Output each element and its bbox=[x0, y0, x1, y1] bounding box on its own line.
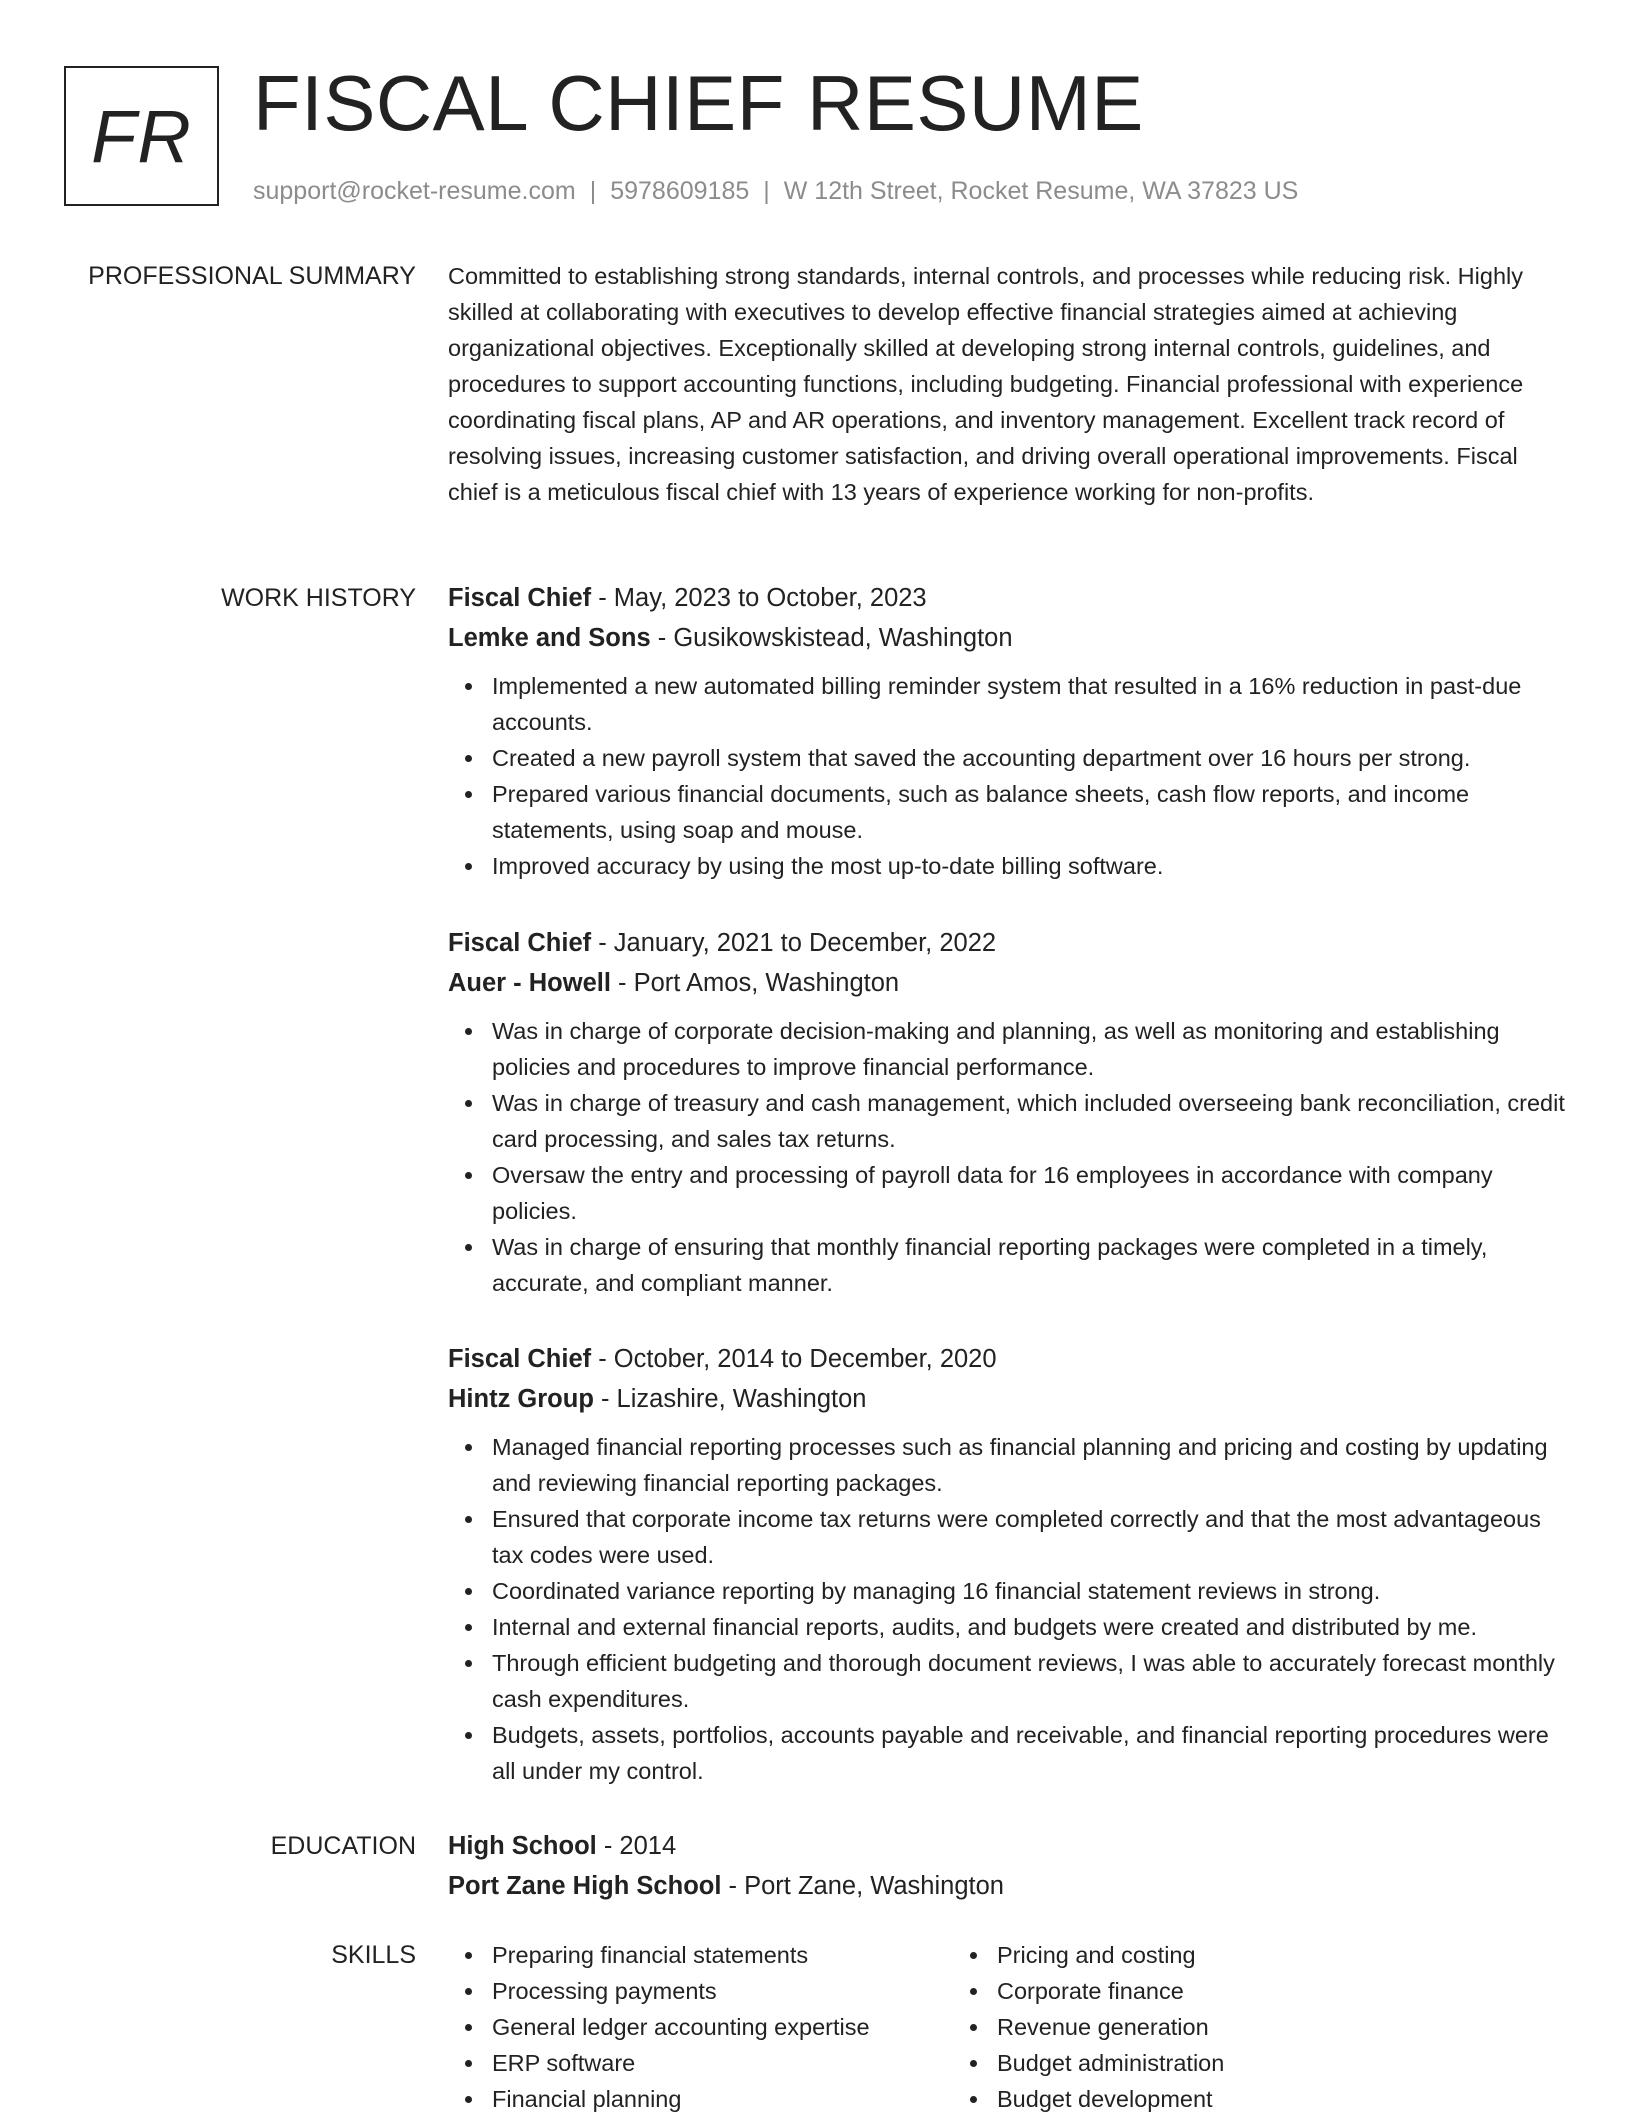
skills-columns bbox=[448, 1937, 1566, 2117]
skill-item: Pricing and costing bbox=[997, 1937, 1458, 1973]
job-bullet: Improved accuracy by using the most up-to-date billing software. bbox=[492, 848, 1566, 884]
education-year: - 2014 bbox=[596, 1832, 677, 1860]
monogram-initials: FR bbox=[91, 94, 192, 178]
job-bullet: Through efficient budgeting and thorough document reviews, I was able to accurately forecast monthly cash expenditures. bbox=[492, 1645, 1566, 1717]
job-bullet: Internal and external financial reports, audits, and budgets were created and distributed by me. bbox=[492, 1609, 1566, 1645]
skills-block bbox=[448, 1937, 1566, 2117]
job-bullet: Oversaw the entry and processing of payroll data for 16 employees in accordance with company policies. bbox=[492, 1157, 1566, 1229]
job-company-line bbox=[448, 963, 1566, 1003]
job-entry bbox=[448, 578, 1566, 884]
contact-phone: 5978609185 bbox=[610, 177, 750, 205]
job-title-line bbox=[448, 1339, 1566, 1379]
skills-list-right bbox=[953, 1937, 1458, 2117]
job-entry bbox=[448, 923, 1566, 1301]
job-company-line bbox=[448, 1379, 1566, 1419]
skill-item: Financial planning bbox=[492, 2081, 953, 2117]
skill-item: Preparing financial statements bbox=[492, 1937, 953, 1973]
skill-item: Revenue generation bbox=[997, 2009, 1458, 2045]
job-title: Fiscal Chief bbox=[448, 584, 592, 612]
education-entry bbox=[448, 1826, 1566, 1906]
education-location: - Port Zane, Washington bbox=[721, 1872, 1004, 1900]
job-bullet: Was in charge of ensuring that monthly financial reporting packages were completed in a timely, accurate, and compliant manner. bbox=[492, 1229, 1566, 1301]
section-label-skills: SKILLS bbox=[331, 1941, 416, 1969]
skills-list-left bbox=[448, 1937, 953, 2117]
contact-line bbox=[253, 174, 1298, 208]
job-bullet: Prepared various financial documents, such as balance sheets, cash flow reports, and income statements, using soap and mouse. bbox=[492, 776, 1566, 848]
job-location: - Gusikowskistead, Washington bbox=[650, 624, 1013, 652]
contact-separator: | bbox=[763, 177, 770, 205]
resume-title: FISCAL CHIEF RESUME bbox=[253, 59, 1144, 147]
skill-item: Budget development bbox=[997, 2081, 1458, 2117]
job-bullet: Budgets, assets, portfolios, accounts payable and receivable, and financial reporting procedures were all under my control. bbox=[492, 1717, 1566, 1789]
skill-item: General ledger accounting expertise bbox=[492, 2009, 953, 2045]
section-label-summary: PROFESSIONAL SUMMARY bbox=[88, 262, 416, 290]
contact-separator: | bbox=[589, 177, 597, 205]
job-title: Fiscal Chief bbox=[448, 1345, 592, 1373]
job-company: Auer - Howell bbox=[448, 969, 611, 997]
job-dates: - May, 2023 to October, 2023 bbox=[591, 584, 927, 612]
job-bullet: Was in charge of corporate decision-making and planning, as well as monitoring and establishing policies and procedures to improve financial performance. bbox=[492, 1013, 1566, 1085]
skill-item: Processing payments bbox=[492, 1973, 953, 2009]
summary-text: Committed to establishing strong standards, internal controls, and processes while reducing risk. Highly skilled at collaborating with executives to develop effective financial strategies aimed at achieving organizational objectives. Exceptionally skilled at developing strong internal controls, guidelines, and procedures to support accounting functions, including budgeting. Financial professional with experience coordinating fiscal plans, AP and AR operations, and inventory management. Excellent track record of resolving issues, increasing customer satisfaction, and driving overall operational improvements. Fiscal chief is a meticulous fiscal chief with 13 years of experience working for non-profits. bbox=[448, 263, 1524, 505]
education-school-line bbox=[448, 1866, 1566, 1906]
job-location: - Lizashire, Washington bbox=[593, 1385, 867, 1413]
job-bullet: Managed financial reporting processes such as financial planning and pricing and costing by updating and reviewing financial reporting packages. bbox=[492, 1429, 1566, 1501]
job-dates: - January, 2021 to December, 2022 bbox=[591, 929, 997, 957]
job-dates: - October, 2014 to December, 2020 bbox=[591, 1345, 997, 1373]
education-degree-line bbox=[448, 1826, 1566, 1866]
section-label-work-history: WORK HISTORY bbox=[221, 584, 416, 612]
job-bullets bbox=[448, 668, 1566, 884]
monogram-badge bbox=[64, 66, 219, 206]
job-bullet: Was in charge of treasury and cash management, which included overseeing bank reconciliation, credit card processing, and sales tax returns. bbox=[492, 1085, 1566, 1157]
job-bullets bbox=[448, 1013, 1566, 1301]
job-company: Hintz Group bbox=[448, 1385, 594, 1413]
contact-address: W 12th Street, Rocket Resume, WA 37823 US bbox=[783, 177, 1299, 205]
job-title: Fiscal Chief bbox=[448, 929, 592, 957]
skill-item: ERP software bbox=[492, 2045, 953, 2081]
skill-item: Budget administration bbox=[997, 2045, 1458, 2081]
skill-item: Corporate finance bbox=[997, 1973, 1458, 2009]
job-company-line bbox=[448, 618, 1566, 658]
job-bullet: Implemented a new automated billing reminder system that resulted in a 16% reduction in past-due accounts. bbox=[492, 668, 1566, 740]
section-label-education: EDUCATION bbox=[270, 1832, 416, 1860]
job-bullet: Created a new payroll system that saved the accounting department over 16 hours per strong. bbox=[492, 740, 1566, 776]
job-bullet: Coordinated variance reporting by managing 16 financial statement reviews in strong. bbox=[492, 1573, 1566, 1609]
education-degree: High School bbox=[448, 1832, 597, 1860]
summary-block bbox=[448, 258, 1566, 510]
job-title-line bbox=[448, 923, 1566, 963]
job-location: - Port Amos, Washington bbox=[610, 969, 900, 997]
job-entry bbox=[448, 1339, 1566, 1789]
job-bullets bbox=[448, 1429, 1566, 1789]
education-school: Port Zane High School bbox=[448, 1872, 722, 1900]
job-title-line bbox=[448, 578, 1566, 618]
contact-email: support@rocket-resume.com bbox=[253, 177, 576, 205]
job-bullet: Ensured that corporate income tax returns were completed correctly and that the most advantageous tax codes were used. bbox=[492, 1501, 1566, 1573]
job-company: Lemke and Sons bbox=[448, 624, 651, 652]
